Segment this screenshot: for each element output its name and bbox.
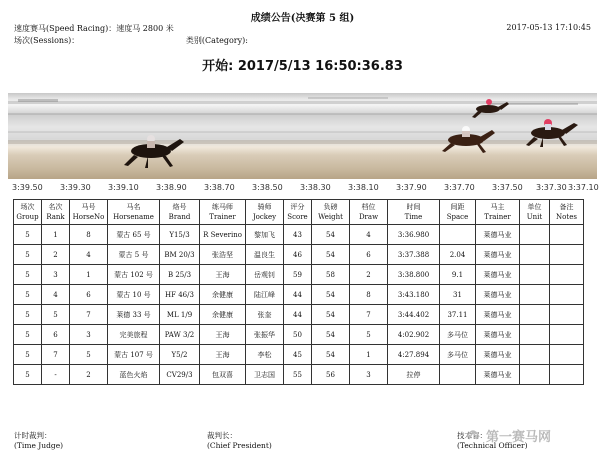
column-header-zh: 骑师 (257, 203, 272, 211)
table-cell: 5 (14, 345, 42, 365)
table-cell: 3:38.800 (388, 265, 440, 285)
table-cell: 54 (312, 245, 350, 265)
column-header-en: Notes (556, 213, 577, 221)
column-header-zh: 名次 (48, 203, 63, 211)
table-row (14, 285, 584, 305)
column-header-zh: 档位 (361, 203, 376, 211)
start-time: 开始: 2017/5/13 16:50:36.83 (202, 59, 403, 74)
column-header (246, 200, 284, 225)
table-cell: 余健康 (200, 285, 246, 305)
table-cell: 李松 (246, 345, 284, 365)
table-cell: 5 (350, 325, 388, 345)
sessions-label: 场次(Sessions)： (14, 36, 80, 45)
column-header (388, 200, 440, 225)
category-label: 类别(Category): (185, 36, 248, 45)
column-header-en: Time (404, 213, 423, 221)
table-cell: 多马位 (440, 325, 476, 345)
table-cell: 蒙古 5 号 (108, 245, 160, 265)
table-cell: BM 20/3 (160, 245, 200, 265)
table-cell: 9.1 (440, 265, 476, 285)
column-header-en: Jockey (252, 213, 277, 221)
technical-officer-label: 技术官： (457, 431, 487, 440)
table-cell: 7 (350, 305, 388, 325)
column-header-en: Weight (318, 213, 343, 221)
table-cell: ML 1/9 (160, 305, 200, 325)
table-cell: 4 (350, 225, 388, 245)
table-cell: 31 (440, 285, 476, 305)
table-cell: 莱德马业 (476, 345, 520, 365)
table-cell: 3 (42, 265, 70, 285)
table-cell (550, 345, 584, 365)
table-cell: 46 (284, 245, 312, 265)
column-header-en: Trainer (209, 213, 236, 221)
table-cell: 3 (350, 365, 388, 385)
time-tick: 3:38.70 (204, 183, 235, 192)
table-cell: 莱德马业 (476, 285, 520, 305)
photo-finish-time-scale (8, 183, 597, 195)
table-row (14, 345, 584, 365)
table-row (14, 265, 584, 285)
table-cell (520, 265, 550, 285)
table-cell: 1 (350, 345, 388, 365)
time-judge-label: 计时裁判： (14, 431, 52, 440)
column-header-en: Draw (358, 213, 379, 221)
time-judge-signature (14, 431, 63, 451)
table-cell: 44 (284, 305, 312, 325)
table-cell: 3:43.180 (388, 285, 440, 305)
chief-president-label: 裁判长： (207, 431, 237, 440)
table-cell: 44 (284, 285, 312, 305)
table-cell: 蒙古 65 号 (108, 225, 160, 245)
table-cell: 2 (70, 365, 108, 385)
column-header (70, 200, 108, 225)
table-cell (550, 225, 584, 245)
time-tick: 3:39.50 (12, 183, 43, 192)
table-cell: 岳观钊 (246, 265, 284, 285)
table-cell: 5 (14, 225, 42, 245)
column-header-zh: 单位 (527, 203, 542, 211)
column-header (440, 200, 476, 225)
table-cell: 6 (70, 285, 108, 305)
table-cell: 4 (42, 285, 70, 305)
table-cell (520, 365, 550, 385)
table-cell: 蓝色火焰 (108, 365, 160, 385)
table-cell: 8 (350, 285, 388, 305)
table-cell: 张奎 (246, 305, 284, 325)
table-cell (550, 265, 584, 285)
table-cell: - (42, 365, 70, 385)
table-cell: 莱德马业 (476, 325, 520, 345)
table-cell: 3:37.388 (388, 245, 440, 265)
table-cell: 蒙古 10 号 (108, 285, 160, 305)
column-header-en: Score (287, 213, 308, 221)
table-cell: 59 (284, 265, 312, 285)
column-header-en: Horsename (113, 213, 154, 221)
table-cell (520, 245, 550, 265)
table-cell: B 25/3 (160, 265, 200, 285)
table-cell (550, 285, 584, 305)
table-row (14, 325, 584, 345)
table-cell: 卫志国 (246, 365, 284, 385)
table-cell: 54 (312, 325, 350, 345)
table-cell: 2 (42, 245, 70, 265)
table-cell: 5 (70, 345, 108, 365)
table-cell: 7 (70, 305, 108, 325)
time-tick: 3:37.90 (396, 183, 427, 192)
table-cell: 58 (312, 265, 350, 285)
column-header (14, 200, 42, 225)
table-cell: 5 (14, 245, 42, 265)
table-cell: 温良生 (246, 245, 284, 265)
results-table-body (14, 225, 584, 385)
column-header-zh: 备注 (559, 203, 574, 211)
table-cell: 56 (312, 365, 350, 385)
results-table-header (14, 200, 584, 225)
table-cell: 8 (70, 225, 108, 245)
column-header (42, 200, 70, 225)
time-tick: 3:39.30 (60, 183, 91, 192)
table-cell: 蒙古 102 号 (108, 265, 160, 285)
column-header-en: Group (16, 213, 39, 221)
column-header-zh: 时间 (406, 203, 421, 211)
results-table (13, 199, 584, 385)
horse-4-icon (124, 135, 184, 168)
race-info: 速度赛马(Speed Racing)：速度马 2800 米 (14, 24, 174, 33)
table-cell: 4:02.902 (388, 325, 440, 345)
time-tick: 3:37.70 (444, 183, 475, 192)
time-tick: 3:38.50 (252, 183, 283, 192)
table-row (14, 245, 584, 265)
column-header-en: Space (446, 213, 469, 221)
table-cell: 50 (284, 325, 312, 345)
table-cell: HF 46/3 (160, 285, 200, 305)
table-cell: 蒙古 107 号 (108, 345, 160, 365)
table-cell: 多马位 (440, 345, 476, 365)
table-row (14, 225, 584, 245)
table-cell: 完美旅程 (108, 325, 160, 345)
table-cell: 王海 (200, 265, 246, 285)
table-cell: 张浩坚 (200, 245, 246, 265)
table-cell: 余健康 (200, 305, 246, 325)
column-header-zh: 负磅 (323, 203, 338, 211)
column-header-en: Trainer (484, 213, 511, 221)
column-header-zh: 练马师 (212, 203, 233, 211)
table-cell: Y5/2 (160, 345, 200, 365)
column-header-en: Brand (168, 213, 191, 221)
table-cell: 2 (350, 265, 388, 285)
table-cell: 1 (42, 225, 70, 245)
table-cell: 3 (70, 325, 108, 345)
column-header-zh: 烙号 (172, 203, 187, 211)
table-cell: Y15/3 (160, 225, 200, 245)
column-header (550, 200, 584, 225)
column-header (350, 200, 388, 225)
table-cell (520, 345, 550, 365)
chief-president-label-en: (Chief President) (207, 441, 272, 450)
table-cell: 莱德马业 (476, 265, 520, 285)
table-cell: 拉停 (388, 365, 440, 385)
table-cell: 黎加飞 (246, 225, 284, 245)
column-header-en: HorseNo (72, 213, 105, 221)
column-header-zh: 马名 (126, 203, 141, 211)
table-cell: 包双喜 (200, 365, 246, 385)
table-cell: 莱德马业 (476, 365, 520, 385)
column-header-en: Unit (526, 213, 543, 221)
table-cell (520, 305, 550, 325)
table-cell (550, 365, 584, 385)
table-cell: 5 (14, 285, 42, 305)
table-cell: 莱德 33 号 (108, 305, 160, 325)
time-tick: 3:38.90 (156, 183, 187, 192)
table-cell: 1 (70, 265, 108, 285)
table-cell: 37.11 (440, 305, 476, 325)
table-cell (550, 305, 584, 325)
horse-3-icon (442, 126, 495, 153)
table-cell: 7 (42, 345, 70, 365)
column-header (160, 200, 200, 225)
column-header (476, 200, 520, 225)
watermark-text: 第一赛马网 (486, 430, 552, 445)
table-cell: 莱德马业 (476, 305, 520, 325)
column-header-en: Rank (46, 213, 65, 221)
chief-president-signature (207, 431, 272, 451)
table-cell (550, 245, 584, 265)
table-cell: 王海 (200, 345, 246, 365)
table-cell: 54 (312, 345, 350, 365)
table-cell: 莱德马业 (476, 225, 520, 245)
column-header (200, 200, 246, 225)
table-cell: 莱德马业 (476, 245, 520, 265)
table-cell (550, 325, 584, 345)
time-tick: 3:38.10 (348, 183, 379, 192)
table-cell: 4:27.894 (388, 345, 440, 365)
table-cell: 5 (14, 325, 42, 345)
table-cell: 43 (284, 225, 312, 245)
print-datetime: 2017-05-13 17:10:45 (506, 23, 591, 32)
table-cell: 6 (350, 245, 388, 265)
time-tick: 3:38.30 (300, 183, 331, 192)
column-header-zh: 间距 (450, 203, 465, 211)
session-category-line (14, 35, 248, 46)
table-cell: PAW 3/2 (160, 325, 200, 345)
table-row (14, 365, 584, 385)
column-header-zh: 评分 (290, 203, 305, 211)
table-cell: 陆江峰 (246, 285, 284, 305)
table-cell: CV29/3 (160, 365, 200, 385)
time-judge-label-en: (Time Judge) (14, 441, 64, 450)
table-cell: 54 (312, 285, 350, 305)
table-cell: 2.04 (440, 245, 476, 265)
table-cell: 5 (14, 305, 42, 325)
table-cell: 6 (42, 325, 70, 345)
technical-officer-label-en: (Technical Officer) (457, 441, 528, 450)
column-header-zh: 马号 (81, 203, 96, 211)
column-header-zh: 马主 (490, 203, 505, 211)
table-cell (440, 225, 476, 245)
table-cell: 5 (14, 365, 42, 385)
time-tick: 3:39.10 (108, 183, 139, 192)
column-header (312, 200, 350, 225)
table-cell (520, 285, 550, 305)
table-cell: 3:44.402 (388, 305, 440, 325)
time-tick: 3:37.10 (568, 183, 599, 192)
table-cell (520, 225, 550, 245)
table-cell: R Severino (200, 225, 246, 245)
table-cell (520, 325, 550, 345)
time-tick: 3:37.30 (536, 183, 567, 192)
column-header (284, 200, 312, 225)
table-cell: 55 (284, 365, 312, 385)
column-header (108, 200, 160, 225)
table-cell: 45 (284, 345, 312, 365)
column-header-zh: 场次 (20, 203, 35, 211)
table-cell: 王海 (200, 325, 246, 345)
table-row (14, 305, 584, 325)
time-tick: 3:37.50 (492, 183, 523, 192)
table-cell: 5 (14, 265, 42, 285)
table-cell: 张振华 (246, 325, 284, 345)
table-cell: 54 (312, 305, 350, 325)
table-cell: 54 (312, 225, 350, 245)
table-cell: 4 (70, 245, 108, 265)
table-cell (440, 365, 476, 385)
photo-finish-image (8, 93, 597, 179)
table-cell: 5 (42, 305, 70, 325)
table-cell: 3:36.980 (388, 225, 440, 245)
watermark-logo-icon (465, 427, 481, 441)
column-header (520, 200, 550, 225)
page-title: 成绩公告(决赛第 5 组) (250, 13, 355, 24)
